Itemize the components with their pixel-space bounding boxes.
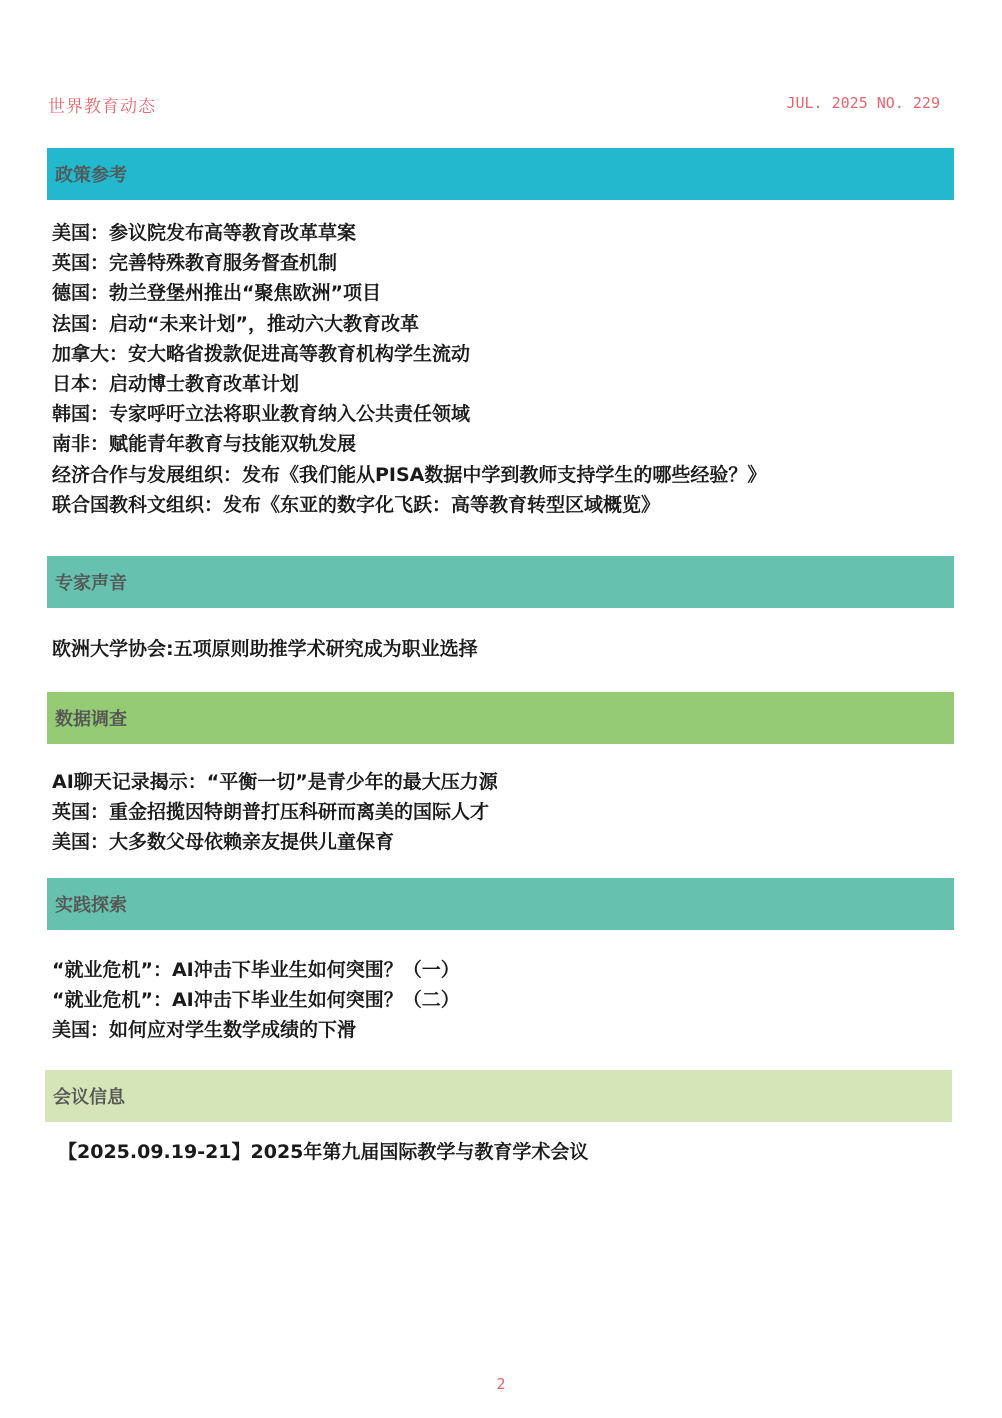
list-item[interactable]: 日本：启动博士教育改革计划 — [52, 372, 300, 395]
list-item[interactable]: 加拿大：安大略省拨款促进高等教育机构学生流动 — [52, 342, 471, 365]
list-item[interactable]: 南非：赋能青年教育与技能双轨发展 — [52, 433, 357, 456]
list-item[interactable]: 德国：勃兰登堡州推出“聚焦欧洲”项目 — [52, 282, 381, 305]
data-list — [52, 767, 498, 858]
section-header-practice — [47, 878, 954, 930]
section-heading: 数据调查 — [55, 709, 127, 730]
list-item[interactable]: 欧洲大学协会:五项原则助推学术研究成为职业选择 — [52, 638, 478, 660]
page-number: 2 — [496, 1375, 506, 1393]
issue-number: JUL. 2025 NO. 229 — [786, 94, 940, 112]
meeting-list — [58, 1137, 588, 1167]
list-item[interactable]: 【2025.09.19-21】2025年第九届国际教学与教育学术会议 — [58, 1141, 589, 1163]
list-item[interactable]: 英国：完善特殊教育服务督查机制 — [52, 252, 338, 275]
practice-list — [52, 955, 460, 1046]
list-item[interactable]: 美国：参议院发布高等教育改革草案 — [52, 222, 357, 244]
list-item[interactable]: 英国：重金招揽因特朗普打压科研而离美的国际人才 — [52, 801, 490, 824]
list-item[interactable]: 经济合作与发展组织：发布《我们能从PISA数据中学到教师支持学生的哪些经验？》 — [52, 463, 767, 486]
list-item[interactable]: 法国：启动“未来计划”，推动六大教育改革 — [52, 312, 419, 335]
section-header-meeting — [45, 1070, 952, 1122]
list-item[interactable]: “就业危机”：AI冲击下毕业生如何突围？（二） — [52, 989, 460, 1012]
section-header-expert — [47, 556, 954, 608]
list-item[interactable]: “就业危机”：AI冲击下毕业生如何突围？（一） — [52, 959, 460, 981]
section-header-policy — [47, 148, 954, 200]
list-item[interactable]: 联合国教科文组织：发布《东亚的数字化飞跃：高等教育转型区域概览》 — [52, 493, 661, 516]
list-item[interactable]: 美国：大多数父母依赖亲友提供儿童保育 — [52, 831, 395, 854]
list-item[interactable]: AI聊天记录揭示：“平衡一切”是青少年的最大压力源 — [52, 771, 498, 793]
section-heading: 专家声音 — [55, 573, 127, 594]
section-heading: 实践探索 — [55, 895, 127, 916]
publication-title: 世界教育动态 — [48, 97, 156, 117]
section-header-data — [47, 692, 954, 744]
list-item[interactable]: 韩国：专家呼吁立法将职业教育纳入公共责任领域 — [52, 403, 471, 426]
section-heading: 政策参考 — [55, 165, 127, 186]
expert-list — [52, 634, 478, 664]
section-heading: 会议信息 — [53, 1087, 125, 1108]
policy-list — [52, 218, 766, 520]
list-item[interactable]: 美国：如何应对学生数学成绩的下滑 — [52, 1019, 357, 1042]
